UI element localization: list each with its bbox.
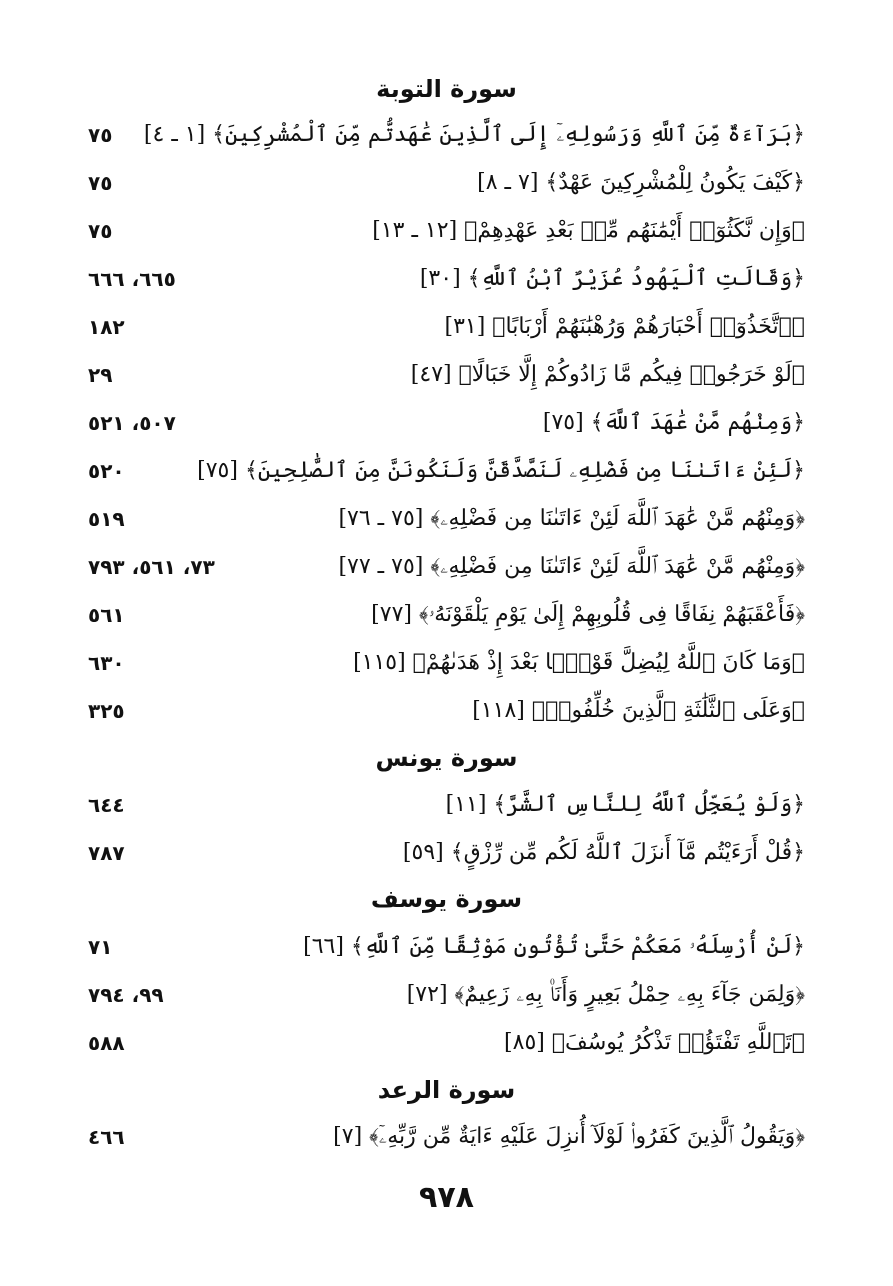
page-references: ١٨٢	[88, 315, 125, 339]
verse-text: ﴿وَمِنْهُم مَّنْ عَٰهَدَ ٱللَّهَ لَئِنْ ءَاتَىٰنَا مِن فَضْلِهِۦ﴾ [٧٥ ـ ٧٧]	[338, 554, 805, 579]
page-references: ٧١	[88, 935, 113, 959]
index-entry	[0, 598, 893, 632]
verse-text: ﴿وَلَوْ يُعَجِّلُ ٱللَّهُ لِلنَّاسِ ٱلشَّرَّ﴾ [١١]	[445, 792, 805, 817]
section-heading: سورة يونس	[375, 744, 518, 772]
page-references: ٤٦٦	[88, 1125, 125, 1149]
page-references: ٧٥	[88, 123, 113, 147]
index-entry	[0, 118, 893, 152]
verse-text: ﴿وَعَلَى ٱلثَّلَٰثَةِ ٱلَّذِينَ خُلِّفُوا۟﴾ [١١٨]	[472, 698, 805, 723]
page-references: ٥٦١	[88, 603, 125, 627]
page-references: ٦٣٠	[88, 651, 125, 675]
verse-text: ﴿لَنْ أُرْسِلَهُۥ مَعَكُمْ حَتَّىٰ تُؤْتُونِ مَوْثِقًا مِّنَ ٱللَّهِ﴾ [٦٦]	[303, 934, 805, 959]
verse-text: ﴿وَيَقُولُ ٱلَّذِينَ كَفَرُوا۟ لَوْلَآ أُنزِلَ عَلَيْهِ ءَايَةٌ مِّن رَّبِّهِۦٓ﴾ [٧]	[333, 1124, 805, 1149]
verse-text: ﴿كَيْفَ يَكُونُ لِلْمُشْرِكِينَ عَهْدٌ﴾ [٧ ـ ٨]	[477, 170, 805, 195]
page-references: ٣٢٥	[88, 699, 125, 723]
verse-text: ﴿وَلِمَن جَآءَ بِهِۦ حِمْلُ بَعِيرٍ وَأَنَا۠ بِهِۦ زَعِيمٌ﴾ [٧٢]	[406, 982, 805, 1007]
index-entry	[0, 550, 893, 584]
verse-text: ﴿وَمَا كَانَ ٱللَّهُ لِيُضِلَّ قَوْمًۢا بَعْدَ إِذْ هَدَىٰهُمْ﴾ [١١٥]	[353, 650, 805, 675]
index-entry	[0, 166, 893, 200]
index-entry	[0, 930, 893, 964]
page-references: ٦٤٤	[88, 793, 125, 817]
page-references: ٥٢٠	[88, 459, 125, 483]
page-references: ٦٦٥، ٦٦٦	[88, 267, 176, 291]
verse-text: ﴿وَإِن نَّكَثُوٓا۟ أَيْمَٰنَهُم مِّنۢ بَعْدِ عَهْدِهِمْ﴾ [١٢ ـ ١٣]	[372, 218, 805, 243]
index-entry	[0, 1120, 893, 1154]
index-entry	[0, 262, 893, 296]
page-references: ٥١٩	[88, 507, 125, 531]
page-references: ٥٠٧، ٥٢١	[88, 411, 176, 435]
verse-text: ﴿وَمِنْهُم مَّنْ عَٰهَدَ ٱللَّهَ﴾ [٧٥]	[542, 410, 805, 435]
verse-text: ﴿لَئِنْ ءَاتَىٰنَا مِن فَضْلِهِۦ لَنَصَّدَّقَنَّ وَلَنَكُونَنَّ مِنَ ٱلصَّٰلِحِينَ﴾ [٧٥]	[197, 458, 805, 483]
page-references: ٧٨٧	[88, 841, 125, 865]
page-references: ٢٩	[88, 363, 113, 387]
page-references: ٧٥	[88, 219, 113, 243]
verse-text: ﴿ٱتَّخَذُوٓا۟ أَحْبَارَهُمْ وَرُهْبَٰنَهُمْ أَرْبَابًا﴾ [٣١]	[444, 314, 805, 339]
index-entry	[0, 214, 893, 248]
verse-text: ﴿تَٱللَّهِ تَفْتَؤُا۟ تَذْكُرُ يُوسُفَ﴾ [٨٥]	[504, 1030, 805, 1055]
index-entry	[0, 788, 893, 822]
index-entry	[0, 978, 893, 1012]
index-entry	[0, 358, 893, 392]
page-number: ٩٧٨	[419, 1180, 474, 1215]
index-entry	[0, 502, 893, 536]
page-references: ٧٥	[88, 171, 113, 195]
section-heading: سورة التوبة	[376, 75, 517, 103]
section-heading: سورة يوسف	[370, 885, 523, 913]
index-entry	[0, 646, 893, 680]
verse-text: ﴿بَرَآءَةٌ مِّنَ ٱللَّهِ وَرَسُولِهِۦٓ إِلَى ٱلَّذِينَ عَٰهَدتُّم مِّنَ ٱلْمُشْرِكِينَ﴾ [١ ـ ٤]	[143, 122, 805, 147]
index-entry	[0, 694, 893, 728]
page-references: ٩٩، ٧٩٤	[88, 983, 164, 1007]
verse-text: ﴿وَقَالَتِ ٱلْيَهُودُ عُزَيْرٌ ٱبْنُ ٱللَّهِ﴾ [٣٠]	[419, 266, 805, 291]
verse-text: ﴿فَأَعْقَبَهُمْ نِفَاقًا فِى قُلُوبِهِمْ إِلَىٰ يَوْمِ يَلْقَوْنَهُۥ﴾ [٧٧]	[371, 602, 805, 627]
index-entry	[0, 406, 893, 440]
index-entry	[0, 836, 893, 870]
index-entry	[0, 1026, 893, 1060]
section-heading: سورة الرعد	[377, 1076, 516, 1104]
page-references: ٧٣، ٥٦١، ٧٩٣	[88, 555, 215, 579]
index-entry	[0, 310, 893, 344]
verse-text: ﴿لَوْ خَرَجُوا۟ فِيكُم مَّا زَادُوكُمْ إِلَّا خَبَالًا﴾ [٤٧]	[410, 362, 805, 387]
page-references: ٥٨٨	[88, 1031, 125, 1055]
verse-text: ﴿قُلْ أَرَءَيْتُم مَّآ أَنزَلَ ٱللَّهُ لَكُم مِّن رِّزْقٍ﴾ [٥٩]	[402, 840, 805, 865]
index-entry	[0, 454, 893, 488]
verse-text: ﴿وَمِنْهُم مَّنْ عَٰهَدَ ٱللَّهَ لَئِنْ ءَاتَىٰنَا مِن فَضْلِهِۦ﴾ [٧٥ ـ ٧٦]	[338, 506, 805, 531]
